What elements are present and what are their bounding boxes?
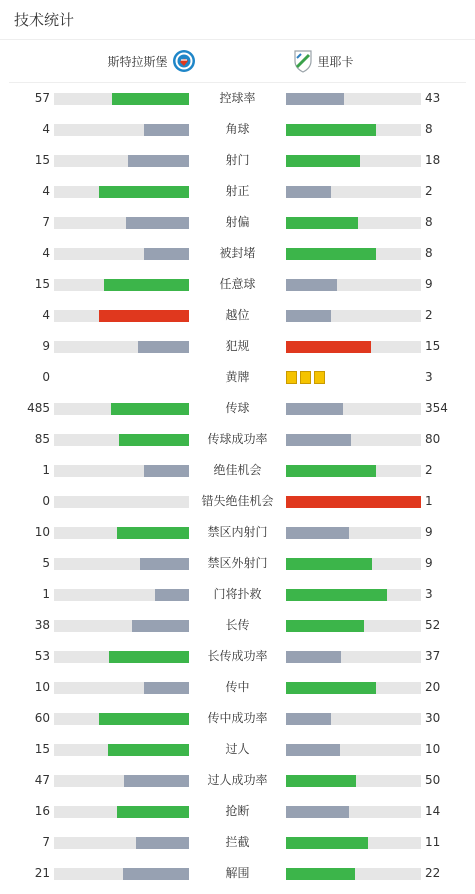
- home-stat-value: 4: [42, 308, 50, 322]
- away-stat-bar: [286, 651, 421, 663]
- away-stat-bar-fill: [286, 806, 349, 818]
- home-stat-bar: [54, 434, 189, 446]
- away-stat-bar-fill: [286, 155, 360, 167]
- home-team-name: 斯特拉斯堡: [107, 54, 168, 69]
- home-stat-bar: [54, 806, 189, 818]
- stat-row: [0, 708, 475, 739]
- stat-label: 长传成功率: [207, 649, 268, 663]
- stat-label: 越位: [225, 308, 250, 322]
- away-stat-bar: [286, 620, 421, 632]
- stat-label: 传中成功率: [207, 711, 268, 725]
- away-stat-value: 15: [425, 339, 441, 353]
- away-stat-value: 2: [425, 463, 433, 477]
- rijeka-logo-icon: [292, 49, 314, 73]
- home-stat-value: 53: [34, 649, 50, 663]
- home-stat-value: 10: [34, 680, 50, 694]
- away-stat-value: 3: [425, 370, 433, 384]
- away-stat-bar-fill: [286, 217, 358, 229]
- home-stat-bar-fill: [144, 124, 189, 136]
- stat-label: 射正: [225, 184, 250, 198]
- away-stat-bar-fill: [286, 310, 331, 322]
- stat-label: 错失绝佳机会: [201, 494, 274, 508]
- away-stat-value: 11: [425, 835, 441, 849]
- away-stat-value: 8: [425, 246, 433, 260]
- strasbourg-logo-icon: [172, 49, 196, 73]
- stat-row: [0, 274, 475, 305]
- away-stat-bar-fill: [286, 527, 349, 539]
- section-header: [0, 0, 475, 40]
- away-stat-bar-fill: [286, 403, 343, 415]
- away-stat-value: 9: [425, 525, 433, 539]
- home-stat-value: 10: [34, 525, 50, 539]
- stat-label: 射偏: [225, 215, 250, 229]
- away-stat-bar: [286, 527, 421, 539]
- stat-label: 禁区内射门: [207, 525, 268, 539]
- away-stat-bar: [286, 837, 421, 849]
- stat-row: [0, 677, 475, 708]
- home-stat-value: 7: [42, 835, 50, 849]
- home-stat-bar-fill: [119, 434, 189, 446]
- home-stat-bar-fill: [124, 775, 189, 787]
- home-stat-bar: [54, 620, 189, 632]
- home-stat-value: 0: [42, 370, 50, 384]
- home-stat-value: 485: [27, 401, 50, 415]
- stat-row: [0, 367, 475, 398]
- stat-row: [0, 584, 475, 615]
- away-stat-bar: [286, 279, 421, 291]
- home-stat-bar-fill: [99, 713, 189, 725]
- stat-label: 过人成功率: [207, 773, 268, 787]
- yellow-card-icon: [314, 371, 325, 384]
- home-stat-bar: [54, 589, 189, 601]
- stat-label: 被封堵: [219, 246, 256, 260]
- stat-row: [0, 429, 475, 460]
- home-stat-bar: [54, 155, 189, 167]
- home-stat-bar-fill: [136, 837, 189, 849]
- yellow-cards: [286, 371, 325, 384]
- away-stat-bar: [286, 403, 421, 415]
- home-stat-value: 21: [34, 866, 50, 880]
- away-stat-bar-fill: [286, 682, 376, 694]
- home-stat-bar: [54, 527, 189, 539]
- stat-label: 拦截: [225, 835, 250, 849]
- home-stat-bar: [54, 837, 189, 849]
- away-stat-bar-fill: [286, 589, 387, 601]
- home-stat-value: 5: [42, 556, 50, 570]
- stat-row: [0, 863, 475, 894]
- home-stat-bar: [54, 248, 189, 260]
- away-stat-bar-fill: [286, 465, 376, 477]
- stat-row: [0, 336, 475, 367]
- away-stat-bar-fill: [286, 248, 376, 260]
- stat-label: 绝佳机会: [213, 463, 262, 477]
- away-stat-bar: [286, 124, 421, 136]
- home-stat-bar-fill: [128, 155, 189, 167]
- away-stat-value: 9: [425, 556, 433, 570]
- away-stat-bar-fill: [286, 620, 364, 632]
- stat-row: [0, 801, 475, 832]
- away-stat-bar: [286, 775, 421, 787]
- home-stat-bar-fill: [99, 186, 189, 198]
- stat-label: 角球: [225, 122, 250, 136]
- stat-label: 过人: [225, 742, 250, 756]
- away-stat-bar-fill: [286, 651, 341, 663]
- home-stat-bar: [54, 465, 189, 477]
- home-stat-bar: [54, 403, 189, 415]
- away-stat-bar: [286, 713, 421, 725]
- away-stat-value: 8: [425, 122, 433, 136]
- away-team[interactable]: [292, 40, 354, 82]
- away-stat-value: 354: [425, 401, 448, 415]
- home-stat-value: 85: [34, 432, 50, 446]
- home-stat-bar-fill: [144, 465, 189, 477]
- home-stat-bar-fill: [109, 651, 189, 663]
- away-stat-bar: [286, 496, 421, 508]
- away-stat-value: 20: [425, 680, 441, 694]
- home-stat-bar: [54, 124, 189, 136]
- away-stat-value: 10: [425, 742, 441, 756]
- away-stat-value: 43: [425, 91, 441, 105]
- away-stat-bar-fill: [286, 744, 340, 756]
- stat-row: [0, 522, 475, 553]
- home-stat-bar-fill: [112, 93, 189, 105]
- home-stat-value: 9: [42, 339, 50, 353]
- home-stat-value: 15: [34, 742, 50, 756]
- home-stat-bar-fill: [117, 806, 189, 818]
- yellow-card-icon: [286, 371, 297, 384]
- home-stat-bar-fill: [104, 279, 189, 291]
- stat-row: [0, 739, 475, 770]
- away-stat-value: 3: [425, 587, 433, 601]
- away-stat-bar-fill: [286, 186, 331, 198]
- away-stat-bar: [286, 558, 421, 570]
- home-stat-bar: [54, 93, 189, 105]
- home-stat-bar-fill: [138, 341, 189, 353]
- away-stat-bar-fill: [286, 124, 376, 136]
- stat-label: 传球: [225, 401, 250, 415]
- away-stat-bar: [286, 682, 421, 694]
- away-stat-value: 8: [425, 215, 433, 229]
- home-stat-bar-fill: [123, 868, 189, 880]
- stat-label: 任意球: [219, 277, 256, 291]
- stat-row: [0, 770, 475, 801]
- away-stat-bar-fill: [286, 837, 368, 849]
- home-stat-bar-fill: [132, 620, 189, 632]
- teams-row: [9, 40, 466, 83]
- away-stat-bar-fill: [286, 434, 351, 446]
- home-stat-bar: [54, 341, 189, 353]
- stat-row: [0, 491, 475, 522]
- stat-label: 门将扑救: [213, 587, 262, 601]
- away-stat-bar: [286, 465, 421, 477]
- stat-row: [0, 119, 475, 150]
- home-stat-bar-fill: [144, 248, 189, 260]
- stat-label: 犯规: [225, 339, 250, 353]
- stat-label: 射门: [225, 153, 250, 167]
- home-stat-bar: [54, 558, 189, 570]
- home-stat-value: 1: [42, 463, 50, 477]
- stat-row: [0, 212, 475, 243]
- away-stat-value: 37: [425, 649, 441, 663]
- stat-label: 传球成功率: [207, 432, 268, 446]
- stat-label: 禁区外射门: [207, 556, 268, 570]
- away-stat-value: 50: [425, 773, 441, 787]
- away-stat-value: 52: [425, 618, 441, 632]
- stat-label: 黄牌: [225, 370, 250, 384]
- home-stat-bar-fill: [108, 744, 189, 756]
- away-stat-bar: [286, 186, 421, 198]
- away-stat-bar-fill: [286, 868, 355, 880]
- home-stat-value: 57: [34, 91, 50, 105]
- stat-label: 长传: [225, 618, 250, 632]
- away-stat-bar-fill: [286, 713, 331, 725]
- section-title: 技术统计: [14, 11, 75, 29]
- home-stat-value: 60: [34, 711, 50, 725]
- away-stat-bar-fill: [286, 279, 337, 291]
- away-stat-bar-fill: [286, 775, 356, 787]
- away-stat-value: 14: [425, 804, 441, 818]
- home-stat-value: 0: [42, 494, 50, 508]
- stats-list: [0, 88, 475, 894]
- home-stat-bar: [54, 868, 189, 880]
- home-stat-bar-fill: [126, 217, 189, 229]
- home-stat-bar: [54, 651, 189, 663]
- home-stat-bar: [54, 217, 189, 229]
- away-stat-bar: [286, 434, 421, 446]
- home-stat-value: 4: [42, 184, 50, 198]
- home-stat-value: 4: [42, 122, 50, 136]
- away-stat-bar-fill: [286, 558, 372, 570]
- home-stat-value: 16: [34, 804, 50, 818]
- home-stat-bar: [54, 186, 189, 198]
- away-stat-bar: [286, 217, 421, 229]
- away-stat-value: 9: [425, 277, 433, 291]
- home-stat-value: 7: [42, 215, 50, 229]
- away-stat-bar: [286, 310, 421, 322]
- home-stat-bar: [54, 496, 189, 508]
- stat-row: [0, 88, 475, 119]
- stat-row: [0, 553, 475, 584]
- home-stat-value: 38: [34, 618, 50, 632]
- stat-row: [0, 646, 475, 677]
- away-stat-bar: [286, 93, 421, 105]
- home-stat-bar: [54, 744, 189, 756]
- stat-row: [0, 181, 475, 212]
- stat-label: 抢断: [225, 804, 250, 818]
- home-stat-bar: [54, 775, 189, 787]
- home-team[interactable]: [107, 40, 195, 82]
- home-stat-bar-fill: [155, 589, 189, 601]
- away-stat-value: 30: [425, 711, 441, 725]
- home-stat-bar-fill: [144, 682, 189, 694]
- stat-row: [0, 398, 475, 429]
- stat-row: [0, 150, 475, 181]
- away-stat-bar: [286, 248, 421, 260]
- yellow-card-icon: [300, 371, 311, 384]
- home-stat-bar: [54, 713, 189, 725]
- stat-row: [0, 615, 475, 646]
- away-stat-value: 80: [425, 432, 441, 446]
- home-stat-bar-fill: [111, 403, 189, 415]
- home-stat-value: 4: [42, 246, 50, 260]
- stat-label: 传中: [225, 680, 250, 694]
- away-stat-value: 18: [425, 153, 441, 167]
- stat-label: 解围: [225, 866, 250, 880]
- away-stat-bar-fill: [286, 496, 421, 508]
- home-stat-value: 47: [34, 773, 50, 787]
- away-stat-value: 2: [425, 184, 433, 198]
- away-stat-bar: [286, 744, 421, 756]
- away-stat-value: 1: [425, 494, 433, 508]
- away-stat-value: 2: [425, 308, 433, 322]
- home-stat-bar: [54, 682, 189, 694]
- stat-row: [0, 460, 475, 491]
- home-stat-bar-fill: [99, 310, 189, 322]
- stat-row: [0, 243, 475, 274]
- home-stat-value: 15: [34, 153, 50, 167]
- away-stat-bar: [286, 589, 421, 601]
- away-stat-bar-fill: [286, 341, 371, 353]
- away-stat-bar: [286, 868, 421, 880]
- stat-row: [0, 832, 475, 863]
- stat-label: 控球率: [219, 91, 256, 105]
- away-stat-bar: [286, 155, 421, 167]
- home-stat-value: 15: [34, 277, 50, 291]
- home-stat-bar: [54, 279, 189, 291]
- home-stat-bar-fill: [117, 527, 189, 539]
- home-stat-bar: [54, 310, 189, 322]
- home-stat-value: 1: [42, 587, 50, 601]
- away-team-name: 里耶卡: [317, 54, 354, 69]
- away-stat-bar: [286, 806, 421, 818]
- away-stat-bar: [286, 341, 421, 353]
- stat-row: [0, 305, 475, 336]
- away-stat-value: 22: [425, 866, 441, 880]
- home-stat-bar-fill: [140, 558, 189, 570]
- away-stat-bar-fill: [286, 93, 344, 105]
